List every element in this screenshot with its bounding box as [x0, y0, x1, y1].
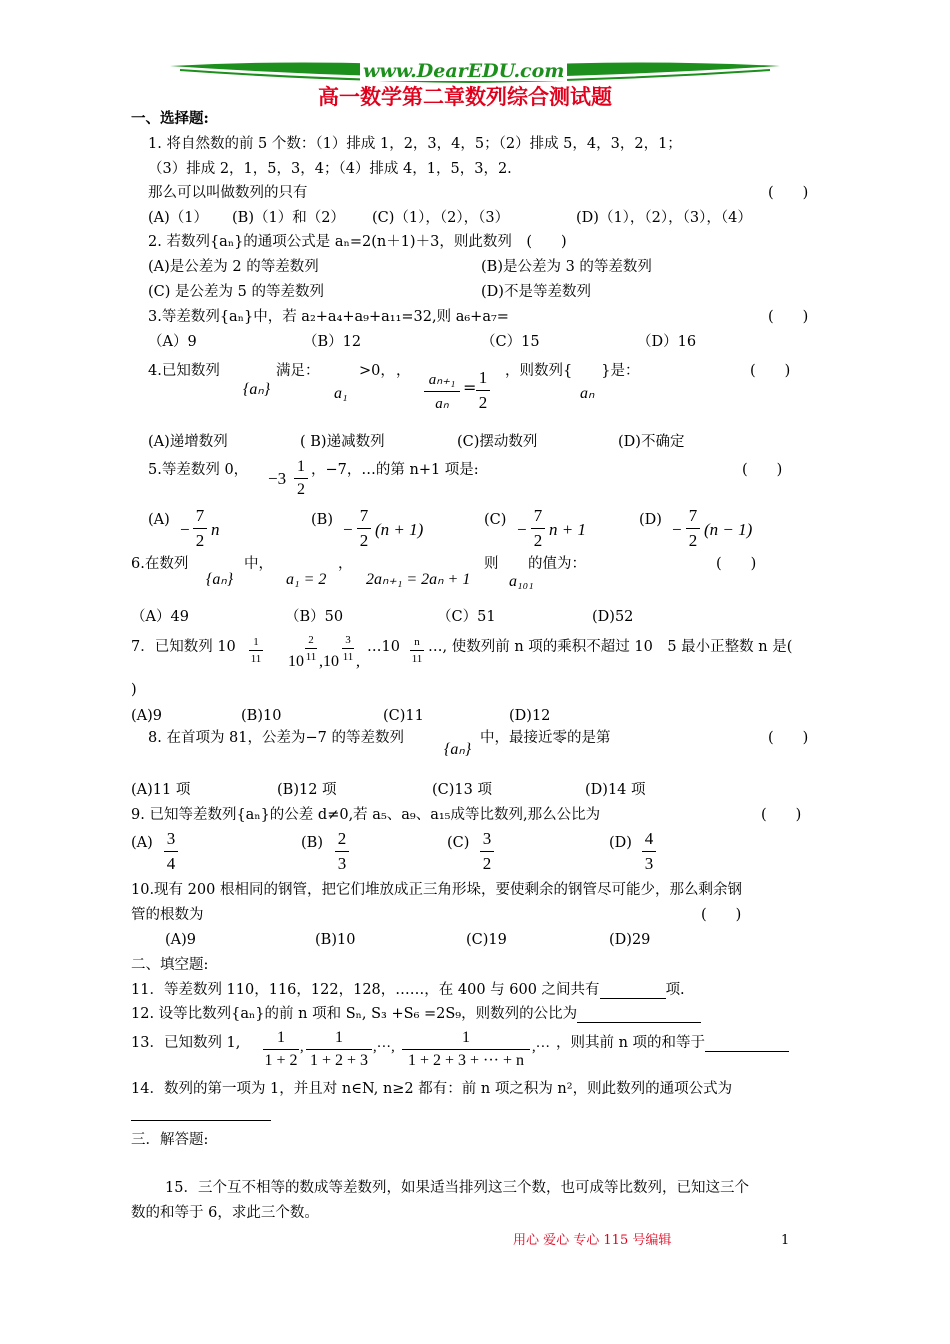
- q2-option-a: (A)是公差为 2 的等差数列: [148, 259, 319, 275]
- q14-answer-blank[interactable]: [131, 1108, 271, 1121]
- q10-option-d: (D)29: [609, 932, 651, 948]
- q9-answer-paren: ( ): [761, 807, 802, 823]
- q5-option-a-bar: [193, 528, 207, 529]
- q13-tail-text: ，则其前 n 项的和等于: [556, 1035, 706, 1051]
- q7-line2: ): [131, 682, 137, 698]
- q4-ratio-denominator: aₙ: [435, 396, 449, 412]
- q6-condition-a1: a₁ = 2: [286, 571, 327, 588]
- q1-option-c: (C)（1），（2），（3）: [372, 210, 510, 226]
- q4-option-d: (D)不确定: [618, 434, 685, 450]
- q9-option-c-label: (C): [447, 835, 470, 851]
- q9-option-d-denominator: 3: [644, 854, 654, 873]
- q5-option-b-denominator: 2: [359, 531, 369, 550]
- section-answer-heading: 三．解答题:: [131, 1132, 209, 1148]
- q7-exponent-1-bar: [249, 650, 263, 651]
- q9-option-d-label: (D): [609, 835, 632, 851]
- q7-exponent-3-denominator: 11: [342, 651, 354, 663]
- q13-comma-1: ,: [300, 1039, 304, 1055]
- q10-option-c: (C)19: [466, 932, 507, 948]
- q5-option-c-bar: [531, 528, 545, 529]
- q9-option-a-fraction: [164, 829, 178, 874]
- q6-option-c: （C）51: [437, 609, 496, 625]
- q5-option-d-numerator: 7: [688, 506, 698, 525]
- q7-exponent-1: [249, 636, 263, 665]
- q13-ellipsis-1: ,···,: [373, 1039, 395, 1055]
- q6-option-b: （B）50: [285, 609, 344, 625]
- q4-half-fraction: [476, 368, 490, 413]
- q13-fraction-2-denominator: 1 + 2 + 3: [309, 1052, 369, 1069]
- q2-line1: 2. 若数列{aₙ}的通项公式是 aₙ=2(n＋1)＋3，则此数列 ( ): [148, 234, 567, 250]
- q5-option-c-numerator: 7: [533, 506, 543, 525]
- q1-line2: （3）排成 2，1，5，3，4；（4）排成 4，1，5，3，2.: [148, 161, 512, 177]
- q8-option-c: (C)13 项: [432, 782, 492, 798]
- q8-line1-start: 8. 在首项为 81，公差为−7 的等差数列: [148, 730, 404, 746]
- q5-option-c-label: (C): [484, 512, 507, 528]
- q4-half-numerator: 1: [478, 368, 488, 387]
- q5-option-d-tail: (n − 1): [704, 520, 753, 539]
- q13-tail: [556, 1036, 789, 1052]
- q9-option-c-fraction: [480, 829, 494, 874]
- q2-option-c: (C) 是公差为 5 的等差数列: [148, 284, 324, 300]
- q4-ratio-numerator: aₙ₊₁: [428, 372, 456, 388]
- q6-tail-text: 的值为：: [528, 556, 586, 572]
- q5-minus-three: −3: [268, 469, 287, 488]
- q8-answer-paren: ( ): [768, 730, 809, 746]
- q7-option-c: (C)11: [383, 708, 424, 724]
- q3-option-b: （B）12: [303, 334, 362, 350]
- q7-exponent-2-bar: [305, 648, 317, 649]
- q4-answer-paren: ( ): [750, 363, 791, 379]
- q11-answer-blank[interactable]: [600, 983, 666, 999]
- q7-exponent-1-denominator: 11: [250, 653, 262, 665]
- q5-half-denominator: 2: [297, 481, 305, 498]
- q9-option-b-label: (B): [301, 835, 323, 851]
- q7-option-a: (A)9: [131, 708, 163, 724]
- header-site-name: www.DearEDU.com: [360, 62, 567, 81]
- q5-option-a-denominator: 2: [195, 531, 205, 550]
- q10-option-b: (B)10: [315, 932, 356, 948]
- q15-line2: 数的和等于 6，求此三个数。: [131, 1205, 319, 1221]
- q5-line1-start: 5.等差数列 0，: [148, 462, 249, 478]
- q11-stem: 11．等差数列 110，116，122，128，……，在 400 与 600 之间共有: [131, 982, 600, 998]
- q4-then-text: ，则数列{ }是：: [505, 363, 640, 379]
- q11-tail: 项.: [665, 982, 685, 998]
- q5-half-fraction: [294, 458, 308, 499]
- q7-exponent-2-numerator: 2: [308, 634, 314, 646]
- q6-line1-start: 6.在数列: [131, 556, 189, 572]
- q13-fraction-1-bar: [263, 1049, 299, 1050]
- q8-option-b: (B)12 项: [277, 782, 337, 798]
- q5-option-b-label: (B): [311, 512, 333, 528]
- q10-answer-paren: ( ): [701, 907, 742, 923]
- q4-half-denominator: 2: [478, 393, 488, 412]
- q5-option-d-bar: [686, 528, 700, 529]
- q13-ellipsis-2: ,···: [532, 1039, 551, 1055]
- q4-satisfy-text: 满足：: [276, 363, 320, 379]
- q6-option-d: (D)52: [592, 609, 634, 625]
- q4-equals: =: [463, 378, 477, 397]
- q7-term2-base: 10: [288, 653, 304, 670]
- q13-fraction-1-numerator: 1: [277, 1029, 285, 1046]
- page-title: 高一数学第二章数列综合测试题: [318, 84, 612, 109]
- q5-option-c-tail: n + 1: [549, 520, 586, 539]
- q13-fraction-2: [306, 1029, 372, 1070]
- footer-slogan: 用心 爱心 专心 115 号编辑: [513, 1233, 672, 1248]
- q7-line1-mid: …10: [367, 639, 400, 655]
- q6-sequence-set: {aₙ}: [206, 571, 234, 588]
- q13-fraction-2-numerator: 1: [335, 1029, 343, 1046]
- q5-option-b-tail: (n + 1): [375, 520, 424, 539]
- q5-option-d-denominator: 2: [688, 531, 698, 550]
- q7-exponent-1-numerator: 1: [253, 636, 259, 648]
- q4-gt-zero: >0，: [359, 363, 395, 379]
- q3-line1: 3.等差数列{aₙ}中，若 a₂+a₄+a₉+a₁₁=32,则 a₆+a₇=: [148, 309, 509, 325]
- q5-option-a-minus: −: [180, 520, 190, 539]
- q5-option-d-minus: −: [672, 520, 682, 539]
- q12-stem: 12. 设等比数列{aₙ}的前 n 项和 Sₙ, S₃ +S₆ =2S₉，则数列的公比为: [131, 1006, 578, 1022]
- q9-option-b-denominator: 3: [337, 854, 347, 873]
- q7-exponent-3-bar: [342, 648, 354, 649]
- q9-option-c-bar: [480, 851, 494, 852]
- q5-option-d-fraction: [686, 506, 700, 551]
- q5-option-a-tail: n: [211, 520, 220, 539]
- q7-term3-base: ,10: [319, 653, 339, 670]
- q13-fraction-2-bar: [306, 1049, 372, 1050]
- q9-option-a-bar: [164, 851, 178, 852]
- q3-answer-paren: ( ): [768, 309, 809, 325]
- q6-mid-text: 中，: [244, 556, 273, 572]
- q7-exponent-3-numerator: 3: [345, 634, 351, 646]
- q10-line2: 管的根数为: [131, 907, 204, 923]
- q14-text: 14．数列的第一项为 1，并且对 n∈N, n≥2 都有：前 n 项之积为 n²，则此数列的通项公式为: [131, 1081, 733, 1097]
- q7-exponent-n-denominator: 11: [411, 653, 423, 665]
- q10-option-a: (A)9: [165, 932, 197, 948]
- q4-option-c: (C)摆动数列: [457, 434, 538, 450]
- section-fill-heading: 二、填空题:: [131, 957, 209, 973]
- q4-option-a: (A)递增数列: [148, 434, 228, 450]
- q4-option-b: ( B)递减数列: [300, 434, 385, 450]
- q7-option-d: (D)12: [509, 708, 551, 724]
- q7-exponent-n-bar: [410, 650, 424, 651]
- q13-fraction-3-bar: [402, 1049, 530, 1050]
- q5-answer-paren: ( ): [742, 462, 783, 478]
- q10-line1: 10.现有 200 根相同的钢管，把它们堆放成正三角形垛，要使剩余的钢管尽可能少，那么剩余钢: [131, 882, 742, 898]
- q8-sequence-set: {aₙ}: [444, 741, 472, 758]
- q7-option-b: (B)10: [241, 708, 282, 724]
- q1-option-d: (D)（1），（2），（3），（4）: [576, 210, 752, 226]
- page-number: 1: [781, 1233, 790, 1248]
- q9-option-a-denominator: 4: [166, 854, 176, 873]
- q3-option-c: （C）15: [481, 334, 540, 350]
- q9-option-b-bar: [335, 851, 349, 852]
- q4-a1: a₁: [334, 385, 348, 402]
- q15-line1: 15．三个互不相等的数成等差数列，如果适当排列这三个数，也可成等比数列，已知这三个: [165, 1180, 749, 1196]
- q13-fraction-1: [263, 1029, 299, 1070]
- q6-then-text: 则: [484, 556, 499, 572]
- q4-line1: 4.已知数列: [148, 363, 220, 379]
- q6-option-a: （A）49: [131, 609, 189, 625]
- q7-exponent-2: [305, 634, 317, 663]
- q1-line1: 1. 将自然数的前 5 个数：（1）排成 1，2，3，4，5；（2）排成 5，4，3，2，1；: [148, 136, 682, 152]
- q1-option-a: (A)（1）: [148, 210, 209, 226]
- q8-option-a: (A)11 项: [131, 782, 191, 798]
- q13-fraction-3: [402, 1029, 530, 1070]
- q7-exponent-3: [342, 634, 354, 663]
- q5-option-b-minus: −: [343, 520, 353, 539]
- q5-option-a-fraction: [193, 506, 207, 551]
- q9-option-c-denominator: 2: [482, 854, 492, 873]
- q12-text: [131, 1007, 701, 1023]
- q2-option-b: (B)是公差为 3 的等差数列: [481, 259, 652, 275]
- q1-line3: 那么可以叫做数列的只有: [148, 185, 308, 201]
- q2-option-d: (D)不是等差数列: [481, 284, 591, 300]
- q9-option-b-fraction: [335, 829, 349, 874]
- q5-option-b-numerator: 7: [359, 506, 369, 525]
- q13-stem: 13．已知数列 1,: [131, 1035, 241, 1051]
- q1-option-b: (B)（1）和（2）: [232, 210, 345, 226]
- q4-ratio-bar: [424, 391, 460, 392]
- q13-fraction-3-numerator: 1: [462, 1029, 470, 1046]
- q5-option-b-fraction: [357, 506, 371, 551]
- q9-option-d-bar: [642, 851, 656, 852]
- q9-option-a-label: (A): [131, 835, 153, 851]
- section-choice-heading: 一、选择题:: [131, 110, 209, 127]
- q5-line1-end: ，−7，…的第 n+1 项是:: [311, 462, 479, 478]
- q11-text: [131, 983, 685, 999]
- q9-option-d-fraction: [642, 829, 656, 874]
- q6-target-term: a₁₀₁: [509, 573, 534, 590]
- q5-option-a-numerator: 7: [195, 506, 205, 525]
- q6-answer-paren: ( ): [716, 556, 757, 572]
- q4-an: aₙ: [580, 385, 595, 402]
- q13-fraction-3-denominator: 1 + 2 + 3 + ··· + n: [407, 1052, 525, 1069]
- q5-option-c-fraction: [531, 506, 545, 551]
- q5-option-d-label: (D): [639, 512, 662, 528]
- q9-option-a-numerator: 3: [166, 829, 176, 848]
- q5-option-b-bar: [357, 528, 371, 529]
- q8-option-d: (D)14 项: [585, 782, 646, 798]
- q5-option-a-label: (A): [148, 512, 170, 528]
- q6-condition-recurrence: 2aₙ₊₁ = 2aₙ + 1: [366, 571, 471, 588]
- q5-half-numerator: 1: [297, 458, 305, 475]
- q6-comma: ，: [338, 556, 353, 572]
- q7-exponent-2-denominator: 11: [305, 651, 317, 663]
- q7-exponent-n-numerator: n: [414, 636, 420, 648]
- q8-line1-end: 中，最接近零的是第: [480, 730, 611, 746]
- q3-option-d: （D）16: [637, 334, 697, 350]
- q9-option-b-numerator: 2: [337, 829, 347, 848]
- q7-exponent-n: [410, 636, 424, 665]
- q3-option-a: （A）9: [148, 334, 197, 350]
- q9-option-d-numerator: 4: [644, 829, 654, 848]
- q5-option-c-minus: −: [517, 520, 527, 539]
- q4-half-bar: [476, 390, 490, 391]
- q4-sequence-set: {aₙ}: [243, 381, 271, 398]
- q7-line1-end: …, 使数列前 n 项的乘积不超过 10 5 最小正整数 n 是(: [428, 639, 793, 655]
- q13-answer-blank[interactable]: [705, 1036, 789, 1052]
- q13-fraction-1-denominator: 1 + 2: [264, 1052, 298, 1069]
- q9-option-c-numerator: 3: [482, 829, 492, 848]
- q5-option-c-denominator: 2: [533, 531, 543, 550]
- q1-answer-paren: ( ): [768, 185, 809, 201]
- q7-term3-comma: ,: [356, 653, 360, 670]
- q5-half-bar: [294, 478, 308, 479]
- q4-ratio-fraction: [424, 370, 460, 413]
- q12-answer-blank[interactable]: [577, 1007, 701, 1023]
- q4-comma: ，: [396, 363, 411, 379]
- q9-line1: 9. 已知等差数列{aₙ}的公差 d≠0,若 a₅、a₉、a₁₅成等比数列,那么公比为: [131, 807, 601, 823]
- q7-line1-start: 7．已知数列 10: [131, 639, 236, 655]
